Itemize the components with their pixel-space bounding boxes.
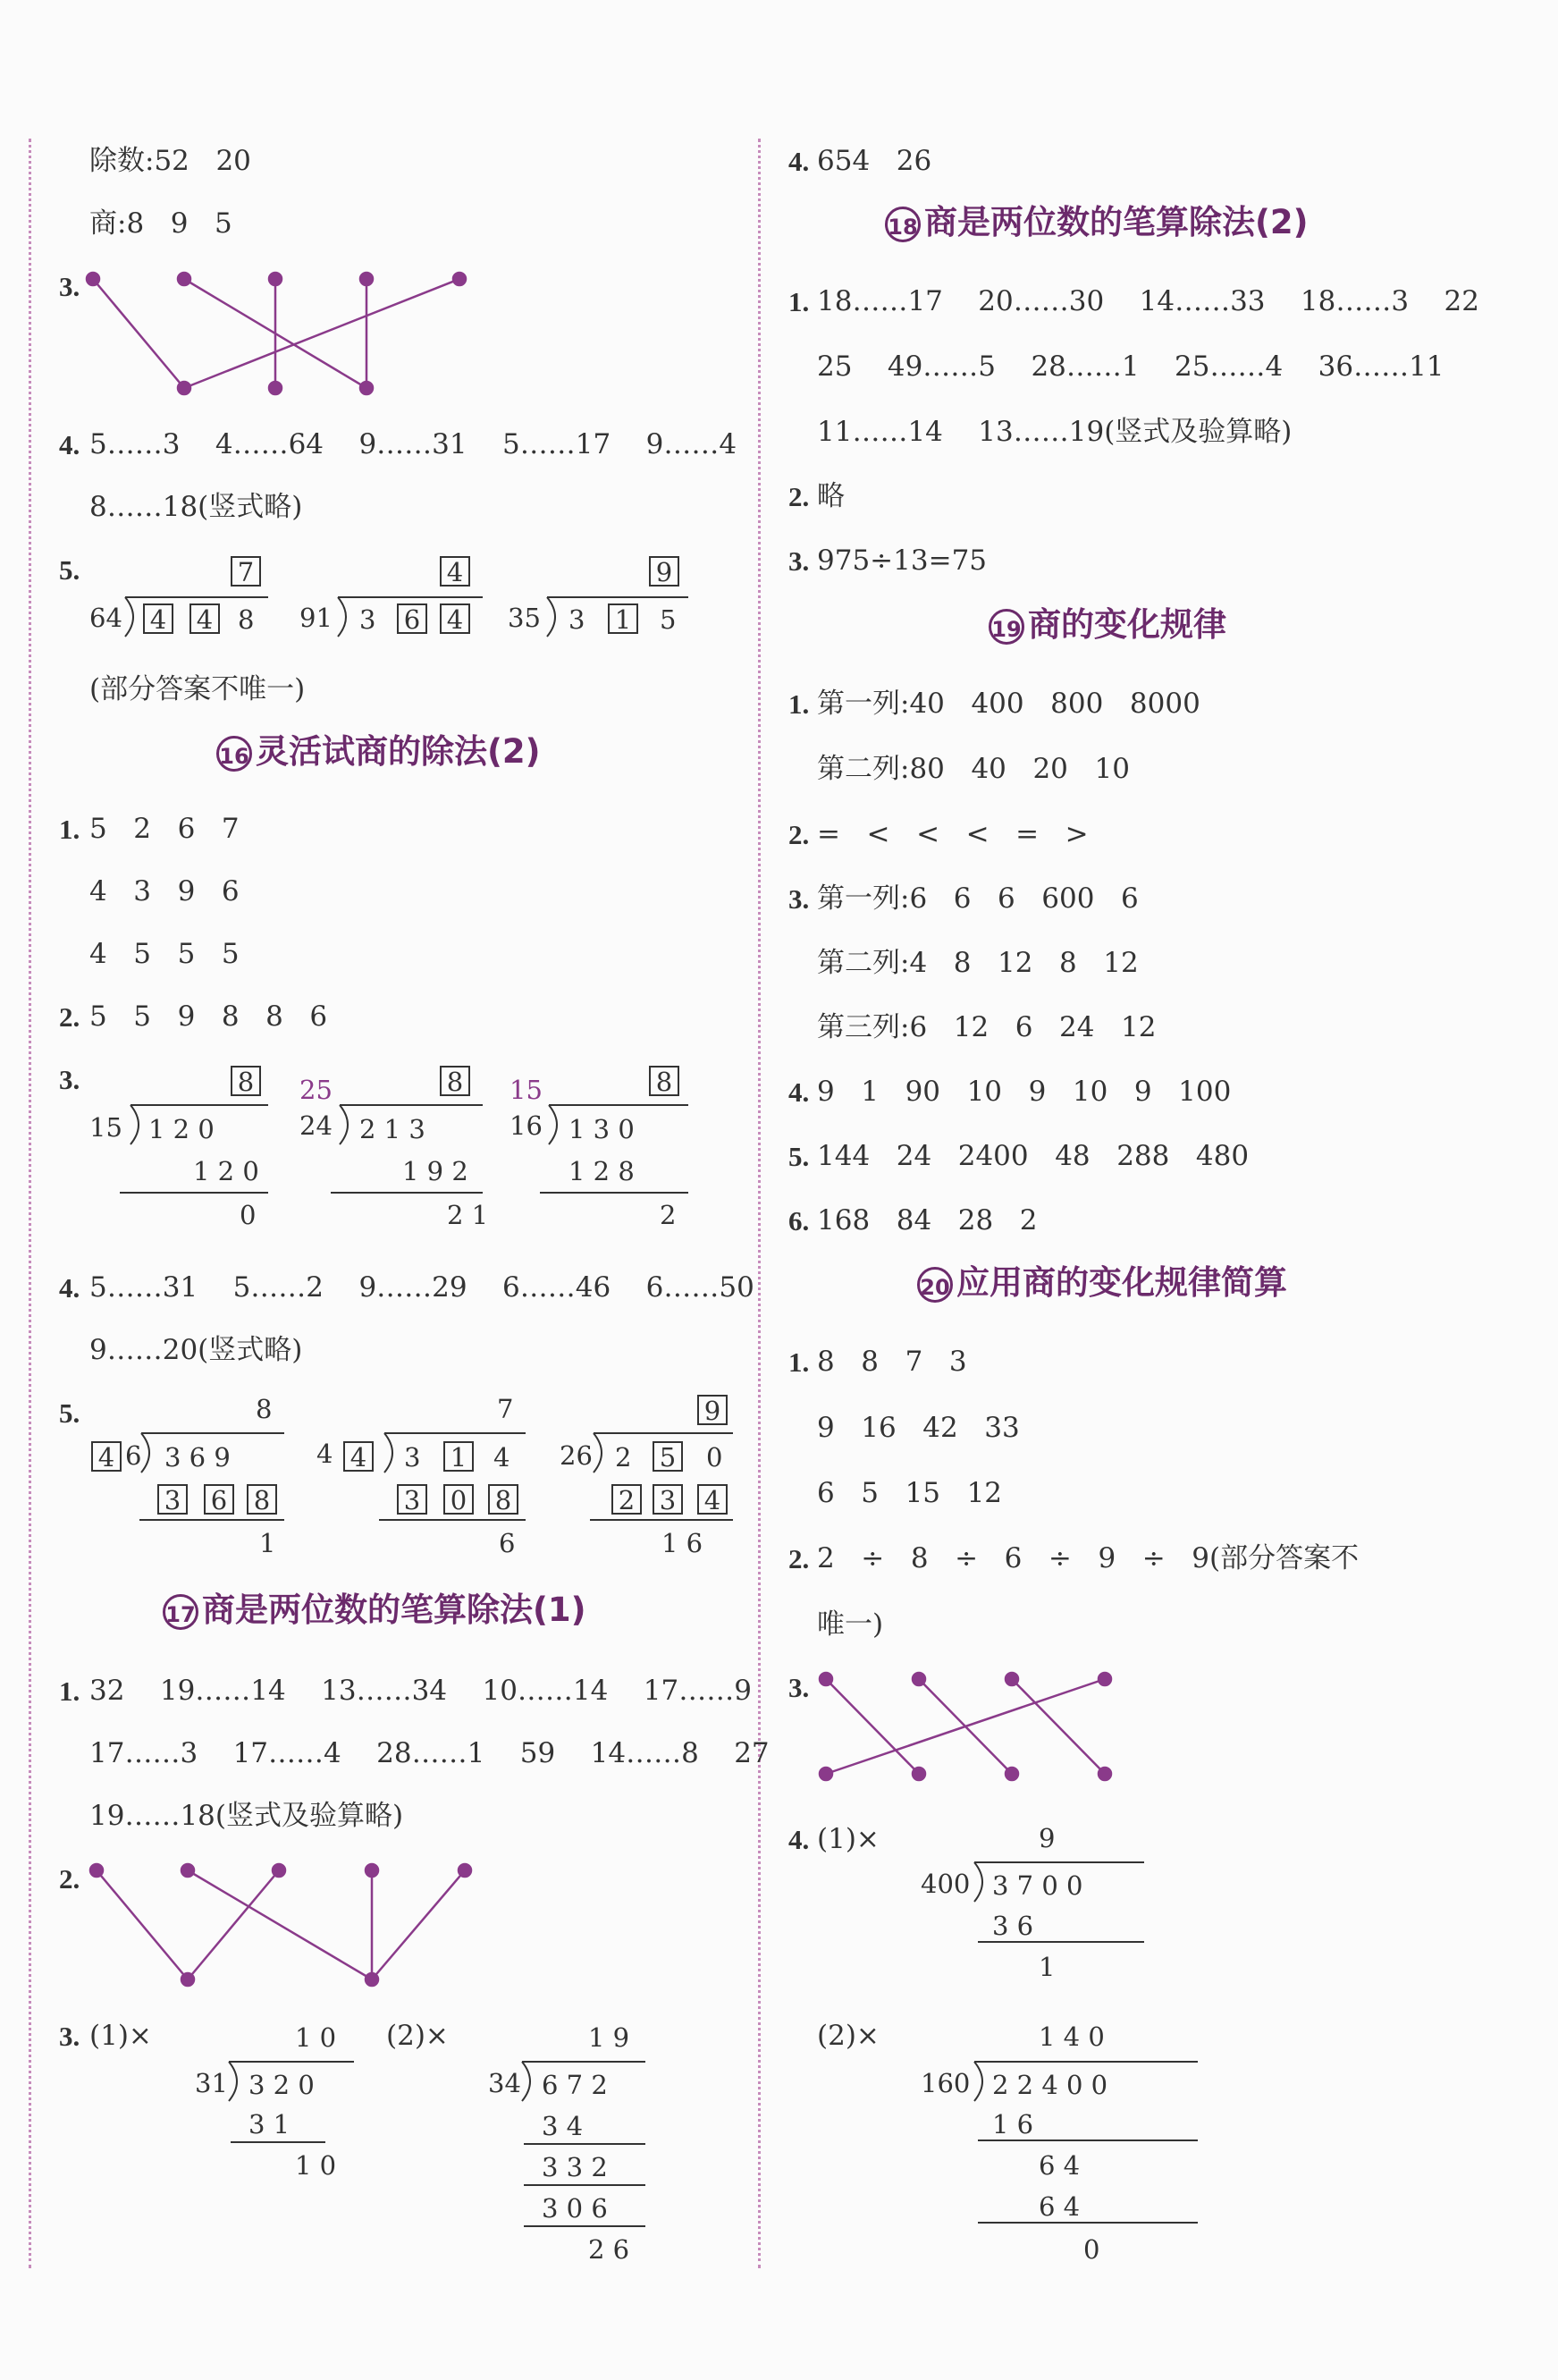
answer-box: 8	[649, 1066, 679, 1096]
answer-line: 4 3 9 6	[89, 875, 240, 907]
answer-box: 8	[488, 1484, 518, 1515]
answer-box: 4	[440, 603, 470, 634]
division-digit: 26	[560, 1440, 593, 1471]
question-number: 3.	[788, 1672, 810, 1703]
question-number: 4.	[788, 1824, 810, 1855]
answer-line: 5……3 4……64 9……31 5……17 9……4	[89, 428, 737, 460]
answer-box: 8	[247, 1484, 277, 1515]
answer-line: 第二列:80 40 20 10	[817, 753, 1130, 785]
answer-line: 18……17 20……30 14……33 18……3 22	[817, 285, 1479, 317]
answer-line: 第二列:4 8 12 8 12	[817, 947, 1139, 979]
division-digit: 9	[1039, 1823, 1056, 1853]
answer-line: 8……18(竖式略)	[89, 491, 303, 523]
division-digit: 3 3 2	[542, 2152, 608, 2182]
answer-line: 8 8 7 3	[817, 1346, 967, 1378]
section-title: 18 商是两位数的笔算除法(2)	[885, 206, 1309, 242]
division-digit: 34	[488, 2068, 521, 2098]
trial-quotient: 25	[299, 1075, 333, 1105]
question-number: 5.	[788, 1141, 810, 1172]
question-number: 3.	[59, 1064, 80, 1095]
answer-box: 4	[697, 1484, 728, 1515]
division-digit: 91	[299, 603, 333, 633]
question-number: 3.	[788, 883, 810, 915]
divisor-line: 除数:52 20	[89, 145, 251, 177]
division-digit: 2 6	[588, 2234, 630, 2265]
division-digit: 15	[89, 1112, 122, 1143]
division-digit: 1 2 0	[148, 1114, 215, 1144]
division-digit: 7	[497, 1394, 514, 1424]
division-digit: 1 9 2	[402, 1156, 468, 1186]
answer-box: 8	[231, 1066, 261, 1096]
division-digit: 0	[240, 1200, 257, 1230]
note: (部分答案不唯一)	[89, 673, 306, 705]
answer-line: 975÷13=75	[817, 544, 988, 577]
matching-lines-left-2	[90, 1864, 471, 1986]
answer-line: 168 84 28 2	[817, 1204, 1038, 1236]
matching-lines-right	[820, 1673, 1111, 1780]
question-number: 4.	[59, 1272, 80, 1304]
answer-box: 9	[697, 1395, 728, 1425]
answer-box: 5	[653, 1441, 683, 1472]
question-number: 6.	[788, 1205, 810, 1236]
answer-line: 144 24 2400 48 288 480	[817, 1140, 1250, 1172]
question-number: 5.	[59, 1397, 80, 1429]
answer-box: 3	[157, 1484, 188, 1515]
division-brackets	[120, 597, 1198, 2226]
division-digit: 1 0	[295, 2150, 337, 2181]
division-digit: 1 6	[661, 1528, 703, 1558]
division-digit: 1 6	[992, 2109, 1034, 2139]
answer-box: 2	[611, 1484, 642, 1515]
question-number: 2.	[788, 481, 810, 512]
answer-line: 第一列:6 6 6 600 6	[817, 882, 1139, 915]
answer-line: 4 5 5 5	[89, 938, 240, 970]
answer-line: 5 2 6 7	[89, 813, 240, 845]
division-digit: 5	[660, 604, 677, 635]
question-number: 3.	[59, 2021, 80, 2052]
division-digit: 1 9	[588, 2022, 630, 2053]
matching-lines-left-1	[87, 273, 466, 394]
division-digit: 8	[256, 1394, 273, 1424]
division-digit: 3 7 0 0	[992, 1870, 1083, 1901]
answer-line: 9 1 90 10 9 10 9 100	[817, 1076, 1232, 1108]
answer-line: = < < < = >	[817, 818, 1089, 850]
answer-line: 6 5 15 12	[817, 1477, 1003, 1509]
division-digit: 31	[195, 2068, 228, 2098]
answer-line: 2 ÷ 8 ÷ 6 ÷ 9 ÷ 9(部分答案不	[817, 1542, 1360, 1574]
answer-line: 第一列:40 400 800 8000	[817, 688, 1200, 720]
division-digit: 3 1	[248, 2109, 291, 2139]
division-digit: 35	[508, 603, 541, 633]
division-digit: 2	[615, 1442, 632, 1473]
answer-label: (2)×	[386, 2020, 449, 2052]
answer-line: 略	[817, 480, 845, 512]
answer-line: 9 16 42 33	[817, 1412, 1020, 1444]
question-number: 2.	[788, 819, 810, 850]
question-number: 5.	[59, 554, 80, 586]
question-number: 1.	[788, 1346, 810, 1378]
trial-quotient: 15	[510, 1075, 543, 1105]
question-number: 4.	[788, 1076, 810, 1108]
division-digit: 160	[921, 2068, 971, 2098]
answer-label: (1)×	[817, 1823, 880, 1855]
question-number: 3.	[59, 271, 80, 302]
answer-line: 9……20(竖式略)	[89, 1334, 303, 1366]
division-digit: 0	[706, 1442, 723, 1473]
division-digit: 1 4 0	[1039, 2021, 1105, 2052]
division-digit: 3	[359, 604, 376, 635]
answer-label: (1)×	[89, 2020, 152, 2052]
section-title: 19 商的变化规律	[989, 608, 1226, 645]
division-digit: 0	[1083, 2234, 1100, 2265]
question-number: 1.	[788, 688, 810, 720]
question-number: 1.	[788, 286, 810, 317]
answer-line: 唯一)	[817, 1608, 884, 1641]
answer-label: (2)×	[817, 2020, 880, 2052]
division-digit: 1	[259, 1528, 276, 1558]
division-digit: 6 4	[1039, 2191, 1081, 2222]
answer-box: 4	[91, 1441, 122, 1472]
division-digit: 2 1	[447, 1200, 489, 1230]
quotient-line: 商:8 9 5	[89, 207, 232, 240]
question-number: 2.	[788, 1543, 810, 1574]
division-digit: 4	[316, 1439, 333, 1469]
section-title: 17 商是两位数的笔算除法(1)	[163, 1593, 586, 1630]
section-title: 20 应用商的变化规律简算	[917, 1266, 1287, 1303]
division-digit: 16	[510, 1110, 543, 1141]
division-digit: 1 0	[295, 2022, 337, 2053]
answer-line: 第三列:6 12 6 24 12	[817, 1011, 1157, 1043]
division-digit: 3	[404, 1442, 421, 1473]
division-digit: 6 7 2	[542, 2070, 608, 2100]
question-number: 1.	[59, 1675, 80, 1707]
answer-line: 654 26	[817, 145, 932, 177]
question-number: 2.	[59, 1863, 80, 1895]
answer-box: 1	[608, 603, 638, 634]
answer-box: 6	[397, 603, 427, 634]
answer-box: 0	[443, 1484, 474, 1515]
division-digit: 1 3 0	[568, 1114, 635, 1144]
answer-box: 4	[440, 556, 470, 587]
answer-line: 5 5 9 8 8 6	[89, 1000, 328, 1033]
answer-line: 25 49……5 28……1 25……4 36……11	[817, 350, 1444, 383]
division-digit: 2 1 3	[359, 1114, 425, 1144]
question-number: 4.	[59, 429, 80, 460]
division-digit: 3 2 0	[248, 2070, 315, 2100]
division-digit: 3 6	[992, 1911, 1034, 1941]
answer-box: 4	[143, 603, 173, 634]
division-digit: 1 2 8	[568, 1156, 635, 1186]
question-number: 3.	[788, 545, 810, 577]
division-digit: 3 6 9	[164, 1442, 231, 1473]
answer-box: 4	[189, 603, 220, 634]
division-digit: 2 2 4 0 0	[992, 2070, 1108, 2100]
division-digit: 3 0 6	[542, 2193, 608, 2224]
division-digit: 4	[493, 1442, 510, 1473]
answer-box: 9	[649, 556, 679, 587]
division-digit: 3	[568, 604, 585, 635]
question-number: 2.	[59, 1001, 80, 1033]
answer-line: 5……31 5……2 9……29 6……46 6……50	[89, 1271, 754, 1304]
answer-box: 3	[653, 1484, 683, 1515]
answer-box: 6	[204, 1484, 234, 1515]
answer-line: 17……3 17……4 28……1 59 14……8 27	[89, 1737, 770, 1769]
division-digit: 64	[89, 603, 122, 633]
division-digit: 1	[1039, 1952, 1056, 1982]
answer-box: 1	[443, 1441, 474, 1472]
division-digit: 2	[660, 1200, 677, 1230]
answer-line: 32 19……14 13……34 10……14 17……9	[89, 1675, 752, 1707]
division-digit: 6 4	[1039, 2150, 1081, 2181]
section-title: 16 灵活试商的除法(2)	[216, 735, 541, 772]
division-digit: 6	[499, 1528, 516, 1558]
answer-box: 3	[397, 1484, 427, 1515]
answer-line: 19……18(竖式及验算略)	[89, 1800, 404, 1832]
division-digit: 24	[299, 1110, 333, 1141]
answer-box: 8	[440, 1066, 470, 1096]
division-digit: 1 2 0	[193, 1156, 259, 1186]
answer-box: 7	[231, 556, 261, 587]
question-number: 1.	[59, 814, 80, 845]
division-digit: 3 4	[542, 2111, 584, 2141]
answer-box: 4	[343, 1441, 374, 1472]
question-number: 4.	[788, 146, 810, 177]
answer-line: 11……14 13……19(竖式及验算略)	[817, 416, 1293, 448]
division-digit: 6	[125, 1440, 142, 1471]
division-digit: 400	[921, 1869, 971, 1899]
division-digit: 8	[238, 604, 255, 635]
